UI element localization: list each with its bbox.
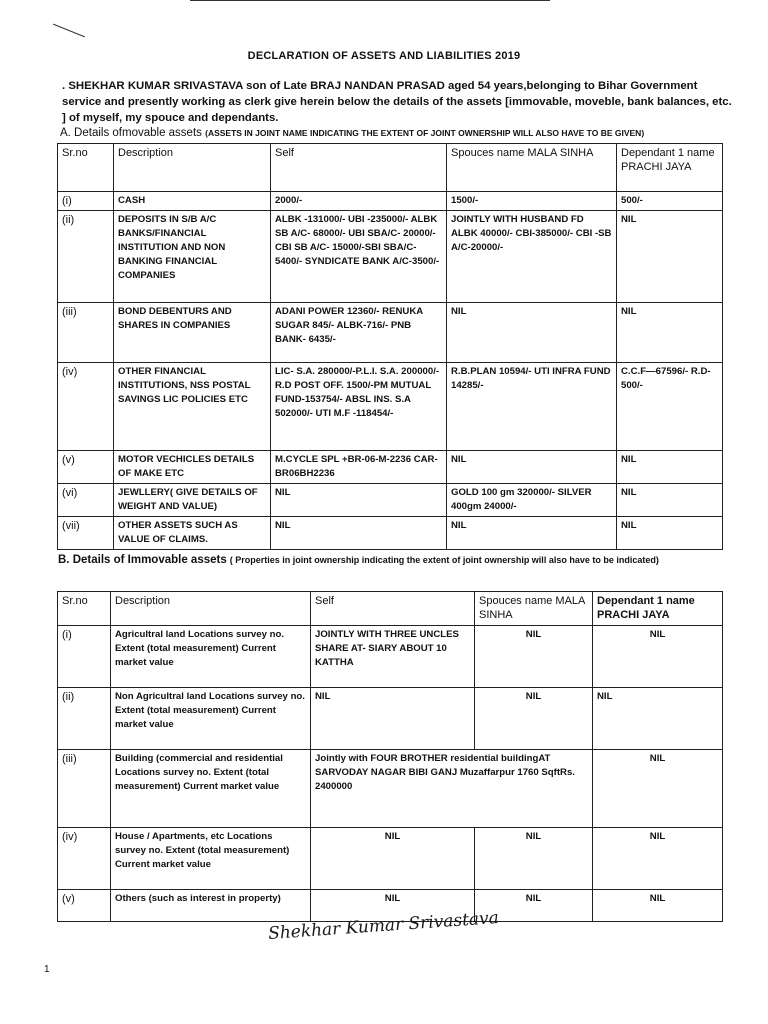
row-dependant: NIL — [617, 211, 723, 303]
row-dependant: NIL — [593, 890, 723, 922]
table-row — [58, 451, 723, 484]
section-a-title: A. Details ofmovable assets — [60, 127, 202, 139]
row-description: Building (commercial and residential Locations survey no. Extent (total measurement) Current market value — [111, 750, 311, 828]
header-spouse: Spouces name MALA SINHA — [475, 592, 593, 626]
signature: Shekhar Kumar Srivastava — [267, 907, 500, 945]
section-b-heading — [58, 553, 718, 567]
row-srno: (ii) — [58, 211, 114, 303]
row-description: OTHER FINANCIAL INSTITUTIONS, NSS POSTAL SAVINGS LIC POLICIES ETC — [114, 363, 271, 451]
row-dependant: NIL — [593, 626, 723, 688]
row-dependant: 500/- — [617, 192, 723, 211]
row-description: Non Agricultral land Locations survey no. Extent (total measurement) Current market value — [111, 688, 311, 750]
row-dependant: NIL — [617, 517, 723, 550]
row-spouse: NIL — [475, 828, 593, 890]
row-description: DEPOSITS IN S/B A/C BANKS/FINANCIAL INSTITUTION AND NON BANKING FINANCIAL COMPANIES — [114, 211, 271, 303]
row-self: JOINTLY WITH THREE UNCLES SHARE AT- SIARY ABOUT 10 KATTHA — [311, 626, 475, 688]
table-row — [58, 484, 723, 517]
page-number: 1 — [44, 964, 50, 975]
declaration-intro: . SHEKHAR KUMAR SRIVASTAVA son of Late BRAJ NANDAN PRASAD aged 54 years,belonging to Bihar Government service and presently working as clerk give herein below the details of the assets [immovable, moveble, bank balances, etc. ] of myself, my spouce and dependants. — [62, 80, 732, 124]
section-a-heading — [60, 127, 644, 139]
row-srno: (iv) — [58, 828, 111, 890]
document-title: DECLARATION OF ASSETS AND LIABILITIES 2019 — [247, 50, 521, 62]
row-spouse: 1500/- — [447, 192, 617, 211]
row-self: M.CYCLE SPL +BR-06-M-2236 CAR- BR06BH2236 — [271, 451, 447, 484]
top-rule — [190, 0, 550, 1]
row-srno: (iii) — [58, 750, 111, 828]
row-dependant: C.C.F—67596/- R.D-500/- — [617, 363, 723, 451]
header-srno: Sr.no — [58, 592, 111, 626]
row-description: JEWLLERY( GIVE DETAILS OF WEIGHT AND VALUE) — [114, 484, 271, 517]
row-spouse: NIL — [447, 303, 617, 363]
row-spouse: NIL — [475, 890, 593, 922]
header-srno: Sr.no — [58, 144, 114, 192]
row-description: House / Apartments, etc Locations survey no. Extent (total measurement) Current market value — [111, 828, 311, 890]
row-spouse: NIL — [475, 688, 593, 750]
header-description: Description — [114, 144, 271, 192]
table-row — [58, 750, 723, 828]
row-self: NIL — [311, 828, 475, 890]
row-dependant: NIL — [593, 828, 723, 890]
header-self: Self — [311, 592, 475, 626]
section-b-title: B. Details of Immovable assets — [58, 554, 227, 566]
row-self: ALBK -131000/- UBI -235000/- ALBK SB A/C- 68000/- UBI SBA/C- 20000/- CBI SB A/C- 15000/-SBI SBA/C-5400/- SYNDICATE BANK A/C-3500/- — [271, 211, 447, 303]
table-row — [58, 192, 723, 211]
header-dependant: Dependant 1 name PRACHI JAYA — [593, 592, 723, 626]
row-srno: (vi) — [58, 484, 114, 517]
row-self: NIL — [271, 517, 447, 550]
table-row — [58, 517, 723, 550]
row-description: MOTOR VECHICLES DETAILS OF MAKE ETC — [114, 451, 271, 484]
row-srno: (v) — [58, 451, 114, 484]
row-spouse: NIL — [475, 626, 593, 688]
row-spouse: NIL — [447, 451, 617, 484]
table-header-row — [58, 592, 723, 626]
table-row — [58, 828, 723, 890]
row-self: NIL — [311, 688, 475, 750]
table-row — [58, 626, 723, 688]
row-description: BOND DEBENTURS AND SHARES IN COMPANIES — [114, 303, 271, 363]
pen-mark — [53, 24, 85, 38]
row-description: Agricultral land Locations survey no. Extent (total measurement) Current market value — [111, 626, 311, 688]
row-description: OTHER ASSETS SUCH AS VALUE OF CLAIMS. — [114, 517, 271, 550]
row-srno: (i) — [58, 626, 111, 688]
immovable-assets-table — [57, 591, 723, 922]
row-self: LIC- S.A. 280000/-P.L.I. S.A. 200000/-R.D POST OFF. 1500/-PM MUTUAL FUND-153754/- ABSL INS. S.A 502000/- UTI M.F -118454/- — [271, 363, 447, 451]
row-dependant: NIL — [617, 484, 723, 517]
table-row — [58, 688, 723, 750]
header-spouse: Spouces name MALA SINHA — [447, 144, 617, 192]
row-self: ADANI POWER 12360/- RENUKA SUGAR 845/- ALBK-716/- PNB BANK- 6435/- — [271, 303, 447, 363]
row-description: Others (such as interest in property) — [111, 890, 311, 922]
row-srno: (v) — [58, 890, 111, 922]
table-row — [58, 303, 723, 363]
table-row — [58, 211, 723, 303]
row-description: CASH — [114, 192, 271, 211]
section-b-note: ( Properties in joint ownership indicating the extent of joint ownership will also have to be indicated) — [229, 555, 659, 565]
row-srno: (i) — [58, 192, 114, 211]
header-self: Self — [271, 144, 447, 192]
row-self: Jointly with FOUR BROTHER residential buildingAT SARVODAY NAGAR BIBI GANJ Muzaffarpur 1760 SqftRs. 2400000 — [311, 750, 593, 828]
row-self: NIL — [271, 484, 447, 517]
row-dependant: NIL — [617, 451, 723, 484]
row-dependant: NIL — [617, 303, 723, 363]
row-spouse: R.B.PLAN 10594/- UTI INFRA FUND 14285/- — [447, 363, 617, 451]
row-dependant: NIL — [593, 750, 723, 828]
row-srno: (ii) — [58, 688, 111, 750]
row-dependant: NIL — [593, 688, 723, 750]
row-self: 2000/- — [271, 192, 447, 211]
header-description: Description — [111, 592, 311, 626]
header-dependant: Dependant 1 name PRACHI JAYA — [617, 144, 723, 192]
row-srno: (iii) — [58, 303, 114, 363]
row-srno: (iv) — [58, 363, 114, 451]
movable-assets-table — [57, 143, 723, 550]
row-spouse: NIL — [447, 517, 617, 550]
section-a-note: (ASSETS IN JOINT NAME INDICATING THE EXTENT OF JOINT OWNERSHIP WILL ALSO HAVE TO BE GIVEN) — [205, 128, 645, 138]
table-header-row — [58, 144, 723, 192]
row-spouse: GOLD 100 gm 320000/- SILVER 400gm 24000/- — [447, 484, 617, 517]
row-srno: (vii) — [58, 517, 114, 550]
row-self: NIL — [311, 890, 475, 922]
table-row — [58, 363, 723, 451]
row-spouse: JOINTLY WITH HUSBAND FD ALBK 40000/- CBI-385000/- CBI -SB A/C-20000/- — [447, 211, 617, 303]
